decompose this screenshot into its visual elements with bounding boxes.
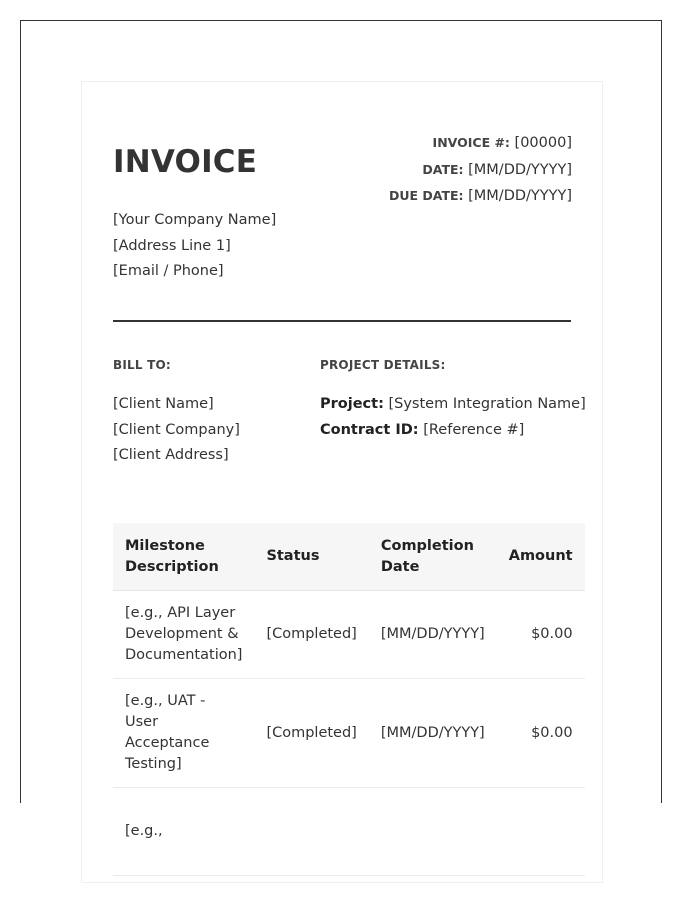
invoice-meta bbox=[389, 130, 572, 210]
project-name-value: [System Integration Name] bbox=[388, 396, 586, 412]
invoice-number-value: [00000] bbox=[514, 135, 572, 151]
company-info bbox=[113, 208, 276, 285]
milestone-description: [e.g., API Layer Development & Documentation] bbox=[113, 591, 254, 679]
company-contact: [Email / Phone] bbox=[113, 263, 224, 279]
project-name bbox=[320, 392, 586, 418]
milestone-amount: $0.00 bbox=[497, 679, 585, 788]
contract-id-label: Contract ID: bbox=[320, 421, 419, 438]
header-milestone-description: Milestone Description bbox=[113, 523, 254, 591]
header-completion-date: Completion Date bbox=[369, 523, 497, 591]
client-company: [Client Company] bbox=[113, 421, 240, 438]
table-header-row bbox=[113, 523, 585, 591]
milestone-status: [Completed] bbox=[254, 679, 368, 788]
client-name: [Client Name] bbox=[113, 396, 214, 412]
milestone-amount bbox=[497, 788, 585, 876]
milestone-status: [Completed] bbox=[254, 591, 368, 679]
bill-to-block bbox=[113, 392, 240, 469]
company-name: [Your Company Name] bbox=[113, 212, 277, 228]
milestone-amount: $0.00 bbox=[497, 591, 585, 679]
invoice-due-date bbox=[389, 183, 572, 210]
table-row bbox=[113, 679, 585, 788]
invoice-due-date-value: [MM/DD/YYYY] bbox=[468, 188, 572, 204]
page-frame bbox=[20, 20, 662, 839]
milestone-date: [MM/DD/YYYY] bbox=[369, 591, 497, 679]
header-status: Status bbox=[254, 523, 368, 591]
milestone-table bbox=[113, 523, 585, 876]
bill-to-heading: BILL TO: bbox=[113, 358, 171, 372]
milestone-description: [e.g., bbox=[113, 788, 254, 876]
invoice-document bbox=[81, 81, 603, 883]
company-address: [Address Line 1] bbox=[113, 237, 231, 254]
table-row bbox=[113, 788, 585, 876]
contract-id-value: [Reference #] bbox=[423, 421, 525, 438]
header-divider bbox=[113, 320, 571, 322]
invoice-date-label: DATE: bbox=[422, 161, 464, 177]
project-details-block bbox=[320, 392, 586, 443]
invoice-title: INVOICE bbox=[113, 144, 258, 180]
invoice-number bbox=[389, 130, 572, 157]
project-name-label: Project: bbox=[320, 396, 384, 412]
invoice-due-date-label: DUE DATE: bbox=[388, 188, 464, 203]
invoice-date bbox=[389, 157, 572, 184]
table-row bbox=[113, 591, 585, 679]
milestone-description: [e.g., UAT - User Acceptance Testing] bbox=[113, 679, 254, 788]
invoice-number-label: INVOICE #: bbox=[432, 135, 510, 150]
milestone-date: [MM/DD/YYYY] bbox=[369, 679, 497, 788]
invoice-date-value: [MM/DD/YYYY] bbox=[468, 161, 572, 178]
contract-id bbox=[320, 418, 586, 444]
client-address: [Client Address] bbox=[113, 447, 229, 463]
header-amount: Amount bbox=[497, 523, 585, 591]
project-details-heading: PROJECT DETAILS: bbox=[320, 358, 446, 372]
milestone-status bbox=[254, 788, 368, 876]
milestone-date bbox=[369, 788, 497, 876]
